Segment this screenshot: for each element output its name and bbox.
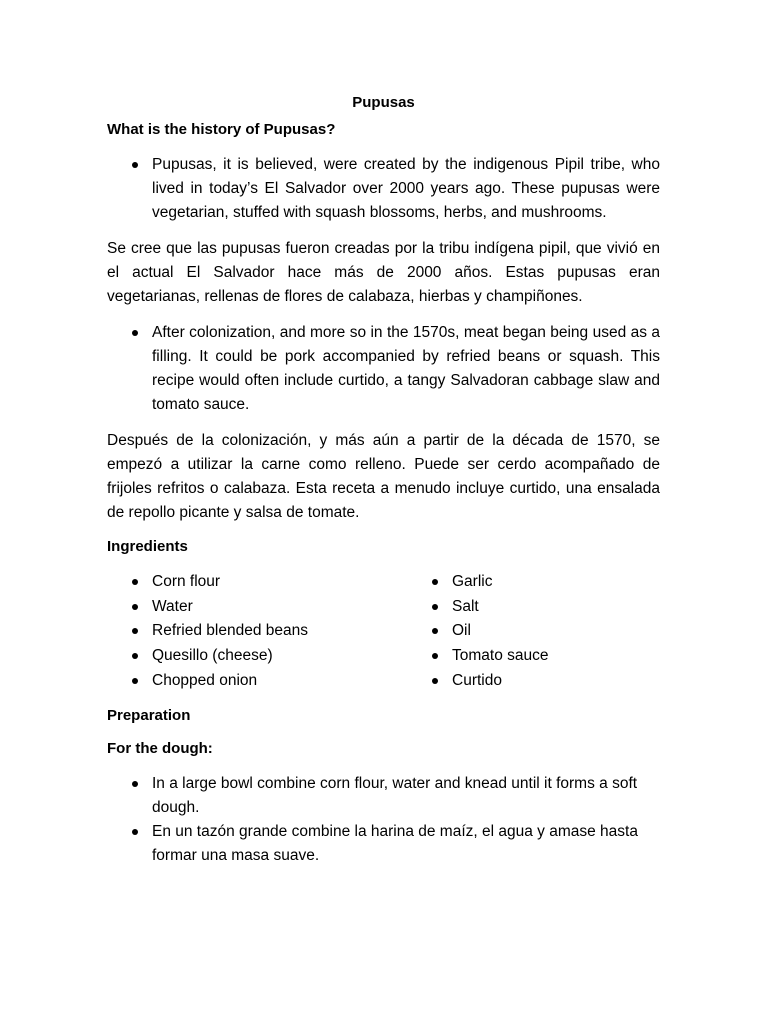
page-title: Pupusas [352,94,415,111]
history-bullet-list-2 [107,321,660,417]
ingredient-item: Curtido [452,669,657,694]
dough-steps-list [107,772,660,868]
history-bullet-1: Pupusas, it is believed, were created by the indigenous Pipil tribe, who lived in today’s El Salvador over 2000 years ago. These pupusas were vegetarian, stuffed with squash blossoms, herbs, and mushrooms. [152,153,660,225]
history-bullet-2: After colonization, and more so in the 1570s, meat began being used as a filling. It could be pork accompanied by refried beans or squash. This recipe would often include curtido, a tangy Salvadoran cabbage slaw and tomato sauce. [152,321,660,417]
dough-step: En un tazón grande combine la harina de maíz, el agua y amase hasta formar una masa suave. [152,820,660,868]
history-heading: What is the history of Pupusas? [107,121,336,138]
history-paragraph-1: Se cree que las pupusas fueron creadas por la tribu indígena pipil, que vivió en el actual El Salvador hace más de 2000 años. Estas pupusas eran vegetarianas, rellenas de flores de calabaza, hierbas y champiñones. [107,240,660,305]
ingredients-left-column [107,570,407,694]
history-bullet-list-1 [107,153,660,225]
ingredient-item: Garlic [452,570,657,595]
ingredients-right-column [407,570,657,694]
ingredient-item: Tomato sauce [452,644,657,669]
history-paragraph-2: Después de la colonización, y más aún a partir de la década de 1570, se empezó a utilizar la carne como relleno. Puede ser cerdo acompañado de frijoles refritos o calabaza. Esta receta a menudo incluye curtido, una ensalada de repollo picante y salsa de tomate. [107,432,660,521]
ingredients-columns [107,570,660,694]
ingredient-item: Water [152,595,407,620]
ingredient-item: Oil [452,619,657,644]
ingredient-item: Quesillo (cheese) [152,644,407,669]
ingredient-item: Refried blended beans [152,619,407,644]
dough-step: In a large bowl combine corn flour, water and knead until it forms a soft dough. [152,772,660,820]
dough-heading: For the dough: [107,739,213,757]
ingredient-item: Corn flour [152,570,407,595]
ingredients-heading: Ingredients [107,538,188,555]
ingredient-item: Chopped onion [152,669,407,694]
ingredient-item: Salt [452,595,657,620]
preparation-heading: Preparation [107,706,191,724]
ingredients-left-list [107,570,407,694]
ingredients-right-list [407,570,657,694]
